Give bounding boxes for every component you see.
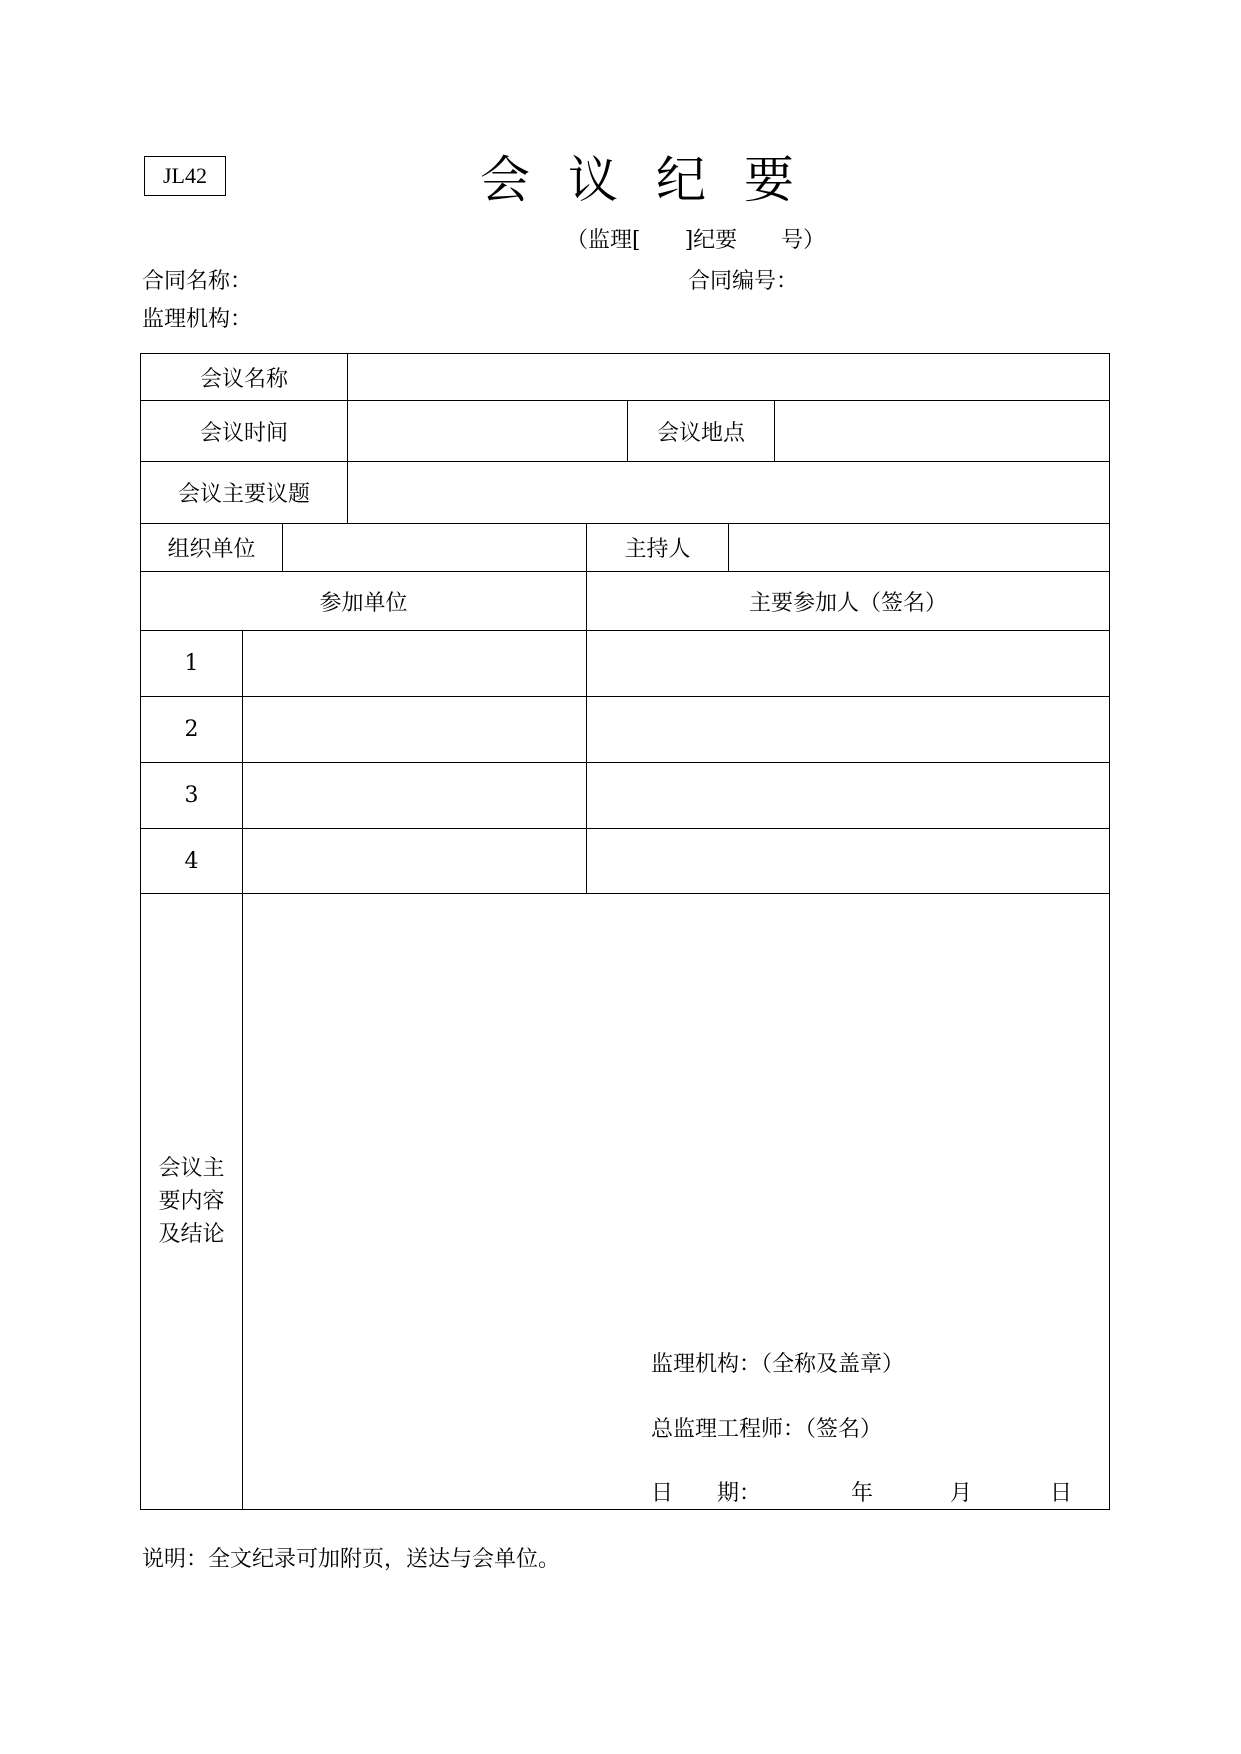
organizer-field[interactable]: [282, 523, 587, 572]
meeting-time-text: 会议时间: [199, 420, 288, 446]
participating-unit-field-1[interactable]: [242, 630, 587, 697]
document-title: 会议纪要: [480, 151, 832, 209]
form-code-box: [144, 156, 226, 196]
organizer-text: 组织单位: [167, 537, 256, 562]
form-code: JL42: [163, 163, 207, 188]
main-topic-text: 会议主要议题: [177, 482, 310, 507]
meeting-place-field[interactable]: [774, 400, 1110, 462]
main-participants-header: [586, 571, 1110, 631]
supervisor-org-label: 监理机构：: [142, 307, 253, 332]
row-number-3: [140, 762, 243, 829]
participating-unit-field-4[interactable]: [242, 828, 587, 894]
contract-number-label: 合同编号：: [688, 269, 799, 294]
date-month: 月: [950, 1481, 973, 1506]
meeting-place-label: [627, 400, 775, 462]
row-number-text: 2: [184, 717, 199, 742]
participant-signature-field-3[interactable]: [586, 762, 1110, 829]
meeting-name-label: [140, 353, 348, 401]
content-label-text: 会议主要内容及结论: [158, 1156, 225, 1247]
document-subtitle: （监理[ ]纪要 号）: [566, 228, 826, 253]
date-day: 日: [1050, 1481, 1073, 1506]
organizer-label: [140, 523, 283, 572]
participant-signature-field-2[interactable]: [586, 696, 1110, 763]
host-field[interactable]: [728, 523, 1110, 572]
content-label: [140, 893, 243, 1510]
content-field[interactable]: [242, 893, 1110, 1510]
row-number-2: [140, 696, 243, 763]
sign-chief-engineer-label: 总监理工程师：（签名）: [651, 1417, 883, 1442]
participating-units-text: 参加单位: [319, 590, 408, 616]
participant-signature-field-1[interactable]: [586, 630, 1110, 697]
row-number-text: 3: [184, 783, 199, 808]
date-year: 年: [851, 1481, 874, 1506]
participating-units-header: [140, 571, 587, 631]
meeting-place-text: 会议地点: [656, 420, 745, 446]
contract-name-label: 合同名称：: [142, 269, 253, 294]
row-number-1: [140, 630, 243, 697]
meeting-name-text: 会议名称: [199, 366, 288, 392]
row-number-4: [140, 828, 243, 894]
participating-unit-field-3[interactable]: [242, 762, 587, 829]
main-participants-text: 主要参加人（签名）: [748, 590, 947, 616]
meeting-time-field[interactable]: [347, 400, 628, 462]
footer-note: 说明：全文纪录可加附页，送达与会单位。: [142, 1547, 561, 1572]
main-topic-label: [140, 461, 348, 524]
main-topic-field[interactable]: [347, 461, 1110, 524]
participating-unit-field-2[interactable]: [242, 696, 587, 763]
date-label: 日 期：: [651, 1481, 762, 1506]
host-text: 主持人: [624, 537, 691, 562]
sign-supervisor-label: 监理机构：（全称及盖章）: [651, 1352, 905, 1377]
row-number-text: 1: [184, 651, 199, 676]
row-number-text: 4: [184, 848, 199, 874]
participant-signature-field-4[interactable]: [586, 828, 1110, 894]
host-label: [586, 523, 729, 572]
meeting-name-field[interactable]: [347, 353, 1110, 401]
meeting-time-label: [140, 400, 348, 462]
